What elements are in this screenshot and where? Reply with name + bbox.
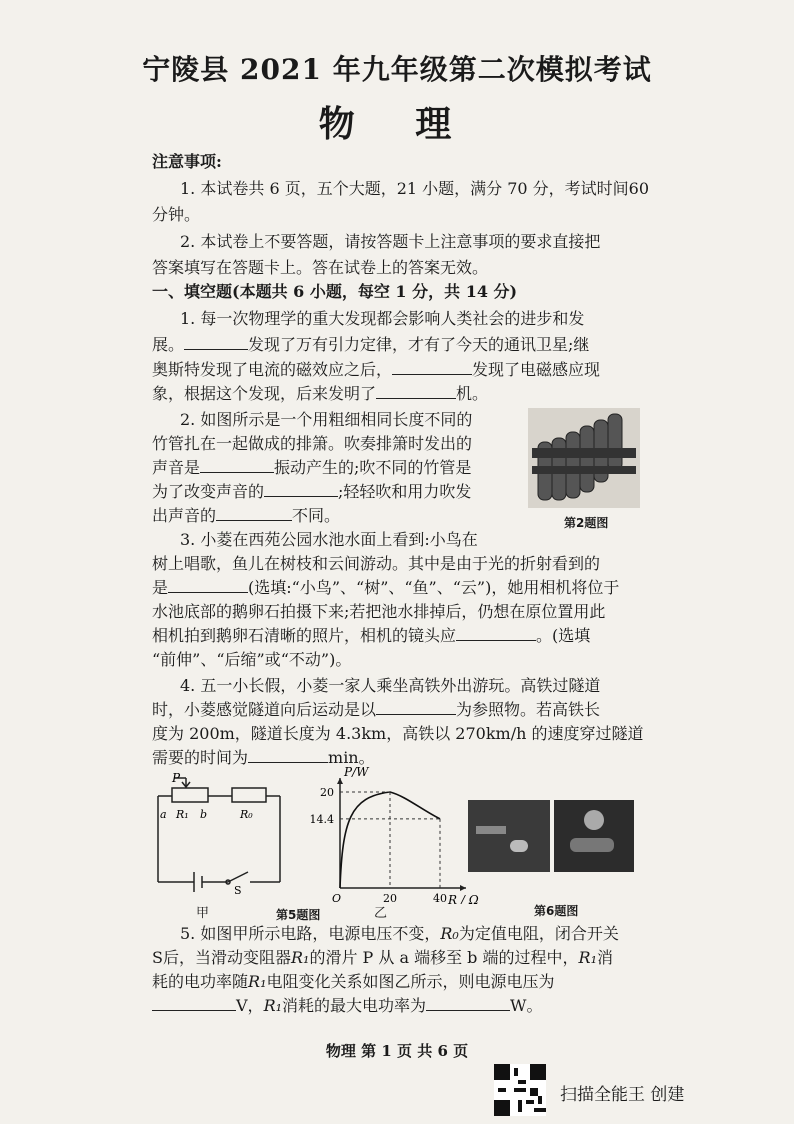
- answer-blank: [216, 504, 292, 521]
- page-footer: 物理 第 1 页 共 6 页: [325, 1042, 469, 1060]
- y-tick-14.4: 14.4: [309, 812, 334, 826]
- subject-title: 物 理: [318, 103, 476, 145]
- answer-blank: [426, 994, 510, 1011]
- note-1-line-a: 1. 本试卷共 6 页，五个大题，21 小题，满分 70 分，考试时间60: [180, 179, 650, 198]
- qr-code-icon: [494, 1064, 546, 1116]
- answer-blank: [152, 994, 236, 1011]
- q5-symbol: R₁: [290, 948, 310, 967]
- q2-line-4: [152, 480, 471, 504]
- answer-blank: [456, 624, 536, 641]
- q5-symbol: R₀: [440, 924, 459, 943]
- q2-text: 振动产生的;吹不同的竹管是: [274, 458, 472, 477]
- label-b: b: [200, 808, 208, 821]
- fig6-caption: 第6题图: [534, 904, 579, 918]
- q4-text: 为参照物。若高铁长: [456, 700, 601, 719]
- q2-text: 出声音的: [152, 506, 217, 525]
- q3-text: 相机拍到鹅卵石清晰的照片，相机的镜头应: [152, 626, 457, 645]
- q1-text: 发现了万有引力定律，才有了今天的通讯卫星;继: [248, 335, 590, 354]
- q5-symbol: R₁: [578, 948, 597, 967]
- note-2-line-a: 2. 本试卷上不要答题，请按答题卡上注意事项的要求直接把: [180, 232, 601, 251]
- label-s: S: [234, 884, 242, 897]
- q5-text: 消耗的最大电功率为: [282, 996, 427, 1015]
- fig2-caption: 第2题图: [564, 516, 609, 530]
- q5-text: W。: [510, 996, 543, 1015]
- q3-line-6: “前伸”、“后缩”或“不动”)。: [152, 650, 352, 669]
- q1-text: 展。: [152, 335, 185, 354]
- q2-line-1: 2. 如图所示是一个用粗细相同长度不同的: [180, 410, 473, 429]
- label-r1: R₁: [176, 808, 189, 821]
- q4-line-2: [152, 698, 600, 722]
- q4-text: 时，小菱感觉隧道向后运动是以: [152, 700, 377, 719]
- q1-text: 机。: [456, 384, 489, 403]
- x-axis-arrow: [460, 885, 466, 891]
- answer-blank: [376, 382, 456, 399]
- q5-line-3: [152, 970, 555, 994]
- q1-line-4: [152, 382, 488, 406]
- answer-blank: [200, 456, 274, 473]
- label-p: P: [172, 771, 181, 785]
- q5-text: 电阻变化关系如图乙所示，则电源电压为: [266, 972, 555, 991]
- q5-line-1: [180, 922, 619, 946]
- q5-text: 的滑片 P 从 a 端移至 b 端的过程中，: [309, 948, 579, 967]
- q5-text: 耗的电功率随: [152, 972, 249, 991]
- q1-text: 发现了电磁感应现: [472, 360, 601, 379]
- circuit-diagram: [150, 770, 290, 900]
- q3-text: (选填:“小鸟”、“树”、“鱼”、“云”)，她用相机将位于: [248, 578, 620, 597]
- q2-line-5: [152, 504, 340, 528]
- q3-line-4: 水池底部的鹅卵石拍摄下来;若把池水排掉后，仍想在原位置用此: [152, 602, 606, 621]
- fig6-photo-right: [554, 800, 634, 872]
- q1-line-2: [152, 333, 589, 357]
- label-a: a: [160, 808, 167, 821]
- power-resistance-graph: [300, 764, 480, 904]
- q5-text: S后，当滑动变阻器: [152, 948, 291, 967]
- q3-line-3: [152, 576, 619, 600]
- note-2-line-b: 答案填写在答题卡上。答在试卷上的答案无效。: [152, 258, 489, 277]
- exam-title: 宁陵县 2021 年九年级第二次模拟考试: [142, 53, 652, 86]
- y-axis-label: P/W: [344, 765, 369, 779]
- q2-text: 声音是: [152, 458, 201, 477]
- answer-blank: [376, 698, 456, 715]
- x-tick-20: 20: [383, 892, 397, 904]
- answer-blank: [184, 333, 248, 350]
- notes-heading: 注意事项:: [152, 152, 222, 171]
- answer-blank: [248, 746, 328, 763]
- q2-text: 不同。: [292, 506, 341, 525]
- q1-line-3: [152, 358, 600, 382]
- fig5-jia-label: 甲: [196, 906, 210, 921]
- q5-symbol: R₁: [248, 972, 267, 991]
- q3-line-1: 3. 小菱在西苑公园水池水面上看到:小鸟在: [180, 530, 478, 549]
- q3-text: 。(选填: [536, 626, 591, 645]
- x-axis-label: R / Ω: [448, 893, 479, 904]
- q3-line-2: 树上唱歌，鱼儿在树枝和云间游动。其中是由于光的折射看到的: [152, 554, 601, 573]
- rheostat-r1: [172, 788, 208, 802]
- resistor-r0: [232, 788, 266, 802]
- q2-line-3: [152, 456, 471, 480]
- q4-text: 需要的时间为: [152, 748, 249, 767]
- q5-text: V，: [236, 996, 264, 1015]
- y-tick-20: 20: [320, 786, 334, 799]
- scanner-watermark: 扫描全能王 创建: [560, 1085, 685, 1105]
- q5-line-2: [152, 946, 613, 970]
- q5-line-4: [152, 994, 543, 1018]
- q3-line-5: [152, 624, 590, 648]
- origin-label: O: [332, 892, 342, 904]
- q2-text: 为了改变声音的: [152, 482, 265, 501]
- fig6-photo-left: [468, 800, 550, 872]
- q3-text: 是: [152, 578, 169, 597]
- q1-text: 象，根据这个发现，后来发明了: [152, 384, 377, 403]
- q4-line-1: 4. 五一小长假，小菱一家人乘坐高铁外出游玩。高铁过隧道: [180, 676, 601, 695]
- answer-blank: [168, 576, 248, 593]
- label-r0: R₀: [240, 808, 253, 821]
- pan-flute-image: [528, 408, 640, 508]
- q1-text: 奥斯特发现了电流的磁效应之后，: [152, 360, 393, 379]
- x-tick-40: 40: [433, 892, 447, 904]
- note-1-line-b: 分钟。: [152, 205, 201, 224]
- q5-text: 消: [596, 948, 613, 967]
- q5-symbol: R₁: [263, 996, 283, 1015]
- q5-text: 为定值电阻，闭合开关: [458, 924, 619, 943]
- q5-text: 5. 如图甲所示电路，电源电压不变，: [180, 924, 441, 943]
- q4-line-3: 度为 200m，隧道长度为 4.3km，高铁以 270km/h 的速度穿过隧道: [152, 724, 644, 743]
- fig5-caption: 第5题图: [276, 908, 321, 922]
- answer-blank: [392, 358, 472, 375]
- answer-blank: [264, 480, 338, 497]
- fig5-yi-label: 乙: [374, 906, 388, 921]
- q1-line-1: 1. 每一次物理学的重大发现都会影响人类社会的进步和发: [180, 309, 585, 328]
- y-axis-arrow: [337, 778, 343, 784]
- q2-line-2: 竹管扎在一起做成的排箫。吹奏排箫时发出的: [152, 434, 473, 453]
- q4-text: min。: [328, 748, 375, 767]
- q2-text: ;轻轻吹和用力吹发: [338, 482, 472, 501]
- section-1-heading: 一、填空题(本题共 6 小题，每空 1 分，共 14 分): [152, 282, 518, 301]
